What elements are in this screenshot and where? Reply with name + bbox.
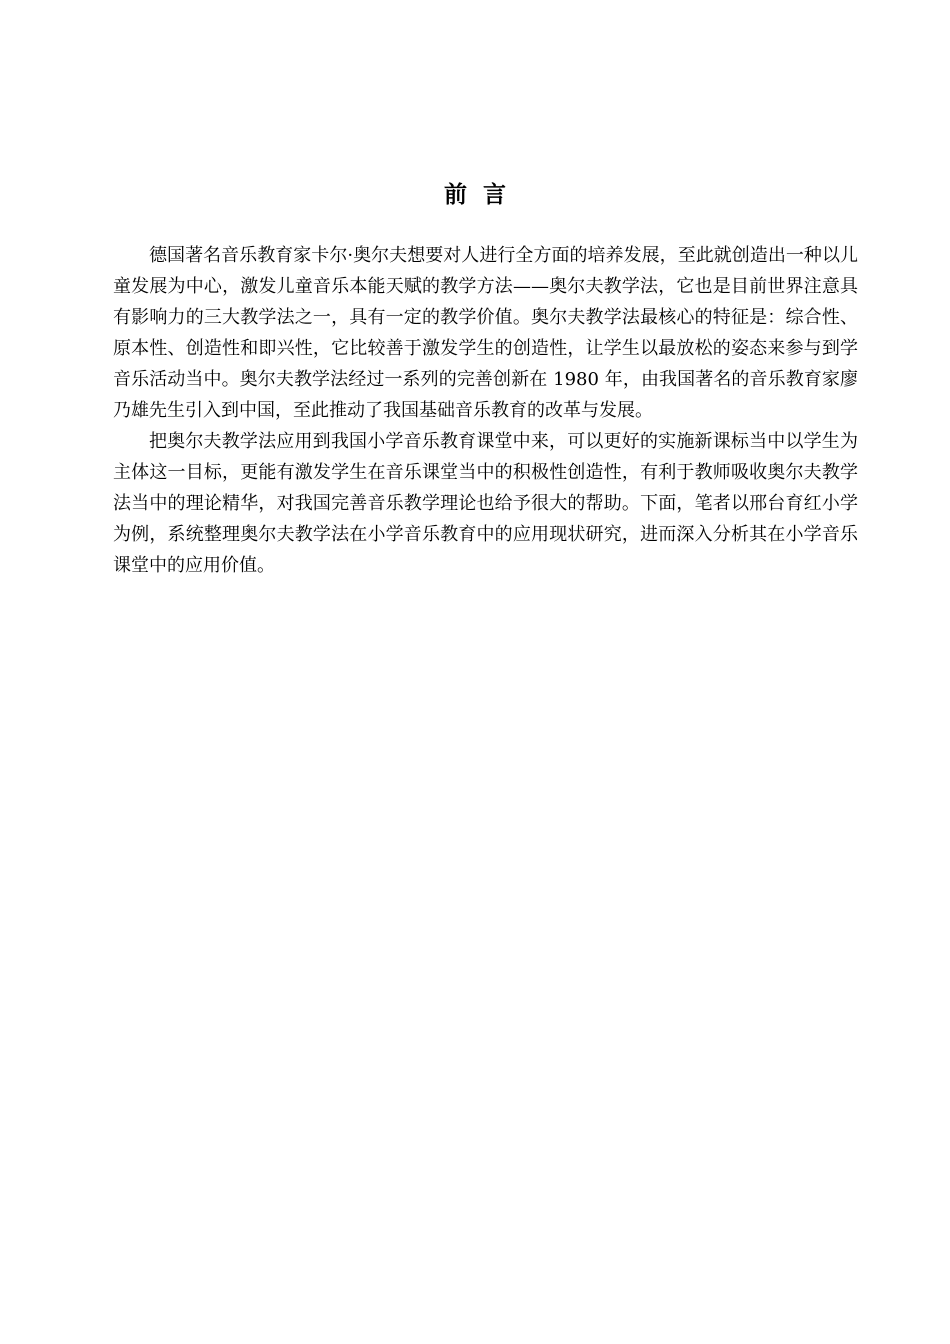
paragraph-1: 德国著名音乐教育家卡尔·奥尔夫想要对人进行全方面的培养发展，至此就创造出一种以儿童发展为中心，激发儿童音乐本能天赋的教学方法——奥尔夫教学法，它也是目前世界注意具有影响力的三大教学法之一，具有一定的教学价值。奥尔夫教学法最核心的特征是：综合性、原本性、创造性和即兴性，它比较善于激发学生的创造性，让学生以最放松的姿态来参与到学音乐活动当中。奥尔夫教学法经过一系列的完善创新在 1980 年，由我国著名的音乐教育家廖乃雄先生引入到中国，至此推动了我国基础音乐教育的改革与发展。 bbox=[113, 245, 858, 421]
paragraph-2: 把奥尔夫教学法应用到我国小学音乐教育课堂中来，可以更好的实施新课标当中以学生为主体这一目标，更能有激发学生在音乐课堂当中的积极性创造性，有利于教师吸收奥尔夫教学法当中的理论精华，对我国完善音乐教学理论也给予很大的帮助。下面，笔者以邢台育红小学为例，系统整理奥尔夫教学法在小学音乐教育中的应用现状研究，进而深入分析其在小学音乐课堂中的应用价值。 bbox=[113, 431, 858, 576]
body-text bbox=[113, 240, 858, 581]
page-title: 前言 bbox=[444, 182, 522, 208]
